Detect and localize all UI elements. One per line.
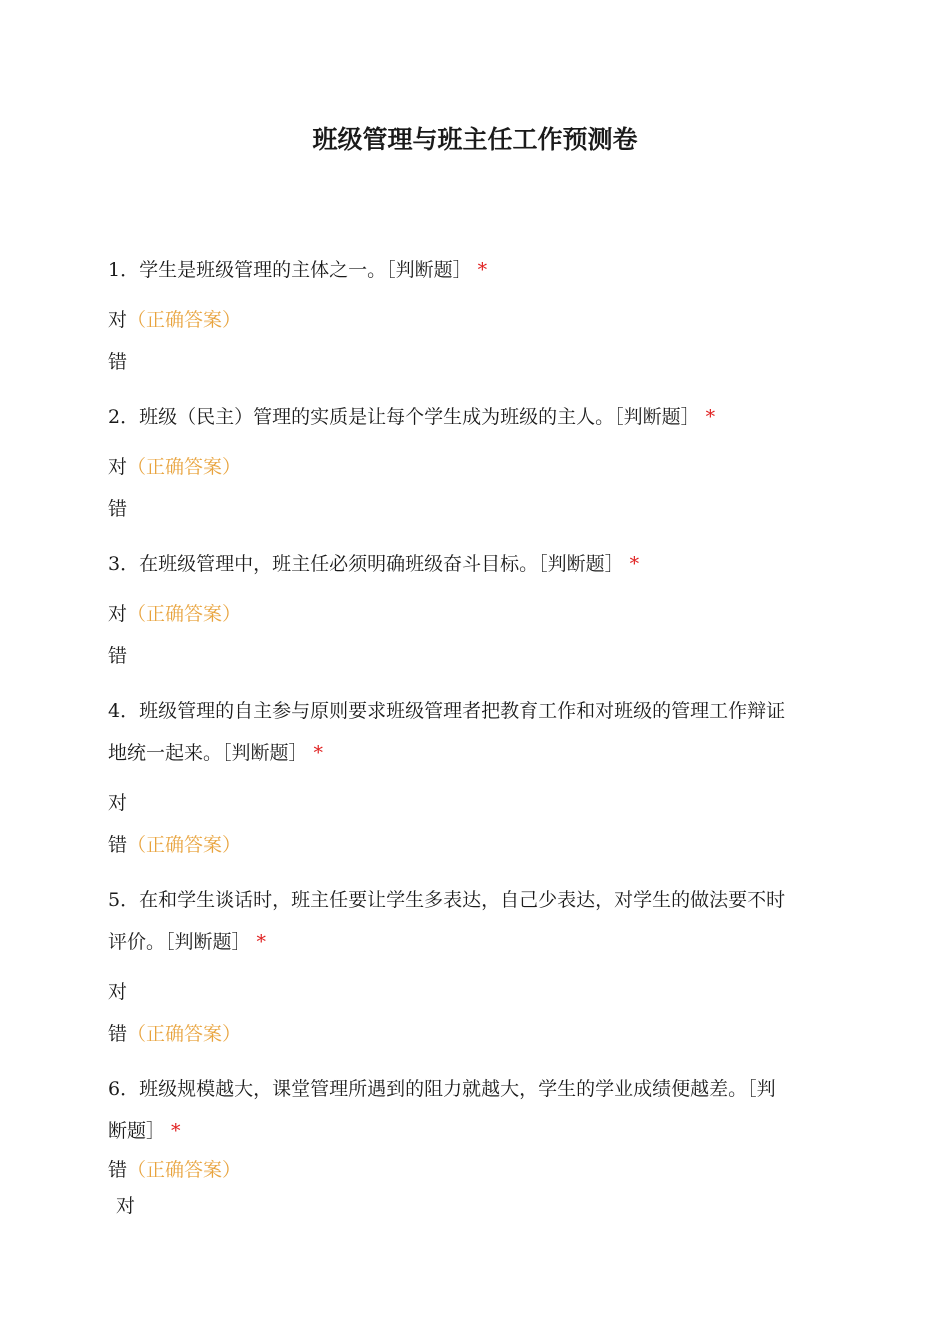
option-label: 错: [108, 351, 128, 373]
required-mark: *: [256, 931, 267, 953]
question-5-option-2[interactable]: [108, 1013, 830, 1055]
question-4-option-1[interactable]: [108, 782, 830, 824]
correct-answer-note: （正确答案）: [127, 1159, 242, 1181]
question-4-option-2[interactable]: [108, 824, 830, 866]
required-mark: *: [477, 259, 488, 281]
option-label: 错: [108, 498, 128, 520]
option-label: 对: [108, 603, 128, 625]
option-label: 错: [108, 1023, 128, 1045]
option-label: 对: [108, 981, 128, 1003]
option-label: 对: [108, 792, 128, 814]
option-label: 对: [108, 456, 128, 478]
document-title: 班级管理与班主任工作预测卷: [312, 125, 638, 154]
question-3-option-2[interactable]: [108, 635, 830, 677]
required-mark: *: [629, 553, 640, 575]
question-5-line-2: [108, 921, 830, 963]
required-mark: *: [705, 406, 716, 428]
question-1: [108, 249, 830, 291]
question-5-option-1[interactable]: [108, 971, 830, 1013]
question-4-text: 4．班级管理的自主参与原则要求班级管理者把教育工作和对班级的管理工作辩证: [108, 700, 786, 722]
option-label: 对: [108, 309, 128, 331]
required-mark: *: [313, 742, 324, 764]
question-6-line-1: [108, 1068, 830, 1110]
question-6-option-2[interactable]: [116, 1185, 838, 1227]
question-3-option-1[interactable]: [108, 593, 830, 635]
question-4-text-cont: 地统一起来。［判断题］: [108, 742, 308, 764]
question-4-line-2: [108, 732, 830, 774]
correct-answer-note: （正确答案）: [127, 603, 242, 625]
correct-answer-note: （正确答案）: [127, 1023, 242, 1045]
question-3: [108, 543, 830, 585]
question-2-text: 2．班级（民主）管理的实质是让每个学生成为班级的主人。［判断题］: [108, 406, 700, 428]
question-3-text: 3．在班级管理中，班主任必须明确班级奋斗目标。［判断题］: [108, 553, 624, 575]
question-5-text-cont: 评价。［判断题］: [108, 931, 251, 953]
question-4-line-1: [108, 690, 830, 732]
option-label: 错: [108, 834, 128, 856]
question-2: [108, 396, 830, 438]
required-mark: *: [171, 1120, 181, 1142]
question-1-option-2[interactable]: [108, 341, 830, 383]
option-label: 错: [108, 645, 128, 667]
correct-answer-note: （正确答案）: [127, 456, 242, 478]
question-5-line-1: [108, 879, 830, 921]
question-6-text: 6．班级规模越大，课堂管理所遇到的阻力就越大，学生的学业成绩便越差。［判: [108, 1078, 776, 1100]
question-2-option-2[interactable]: [108, 488, 830, 530]
correct-answer-note: （正确答案）: [127, 834, 242, 856]
question-6-line-2: [108, 1110, 830, 1152]
correct-answer-note: （正确答案）: [127, 309, 242, 331]
question-5-text: 5．在和学生谈话时，班主任要让学生多表达，自己少表达，对学生的做法要不时: [108, 889, 786, 911]
option-label: 对: [116, 1195, 136, 1217]
question-1-option-1[interactable]: [108, 299, 830, 341]
question-1-text: 1．学生是班级管理的主体之一。［判断题］: [108, 259, 472, 281]
question-2-option-1[interactable]: [108, 446, 830, 488]
question-6-text-cont: 断题］: [108, 1120, 166, 1142]
option-label: 错: [108, 1159, 128, 1181]
